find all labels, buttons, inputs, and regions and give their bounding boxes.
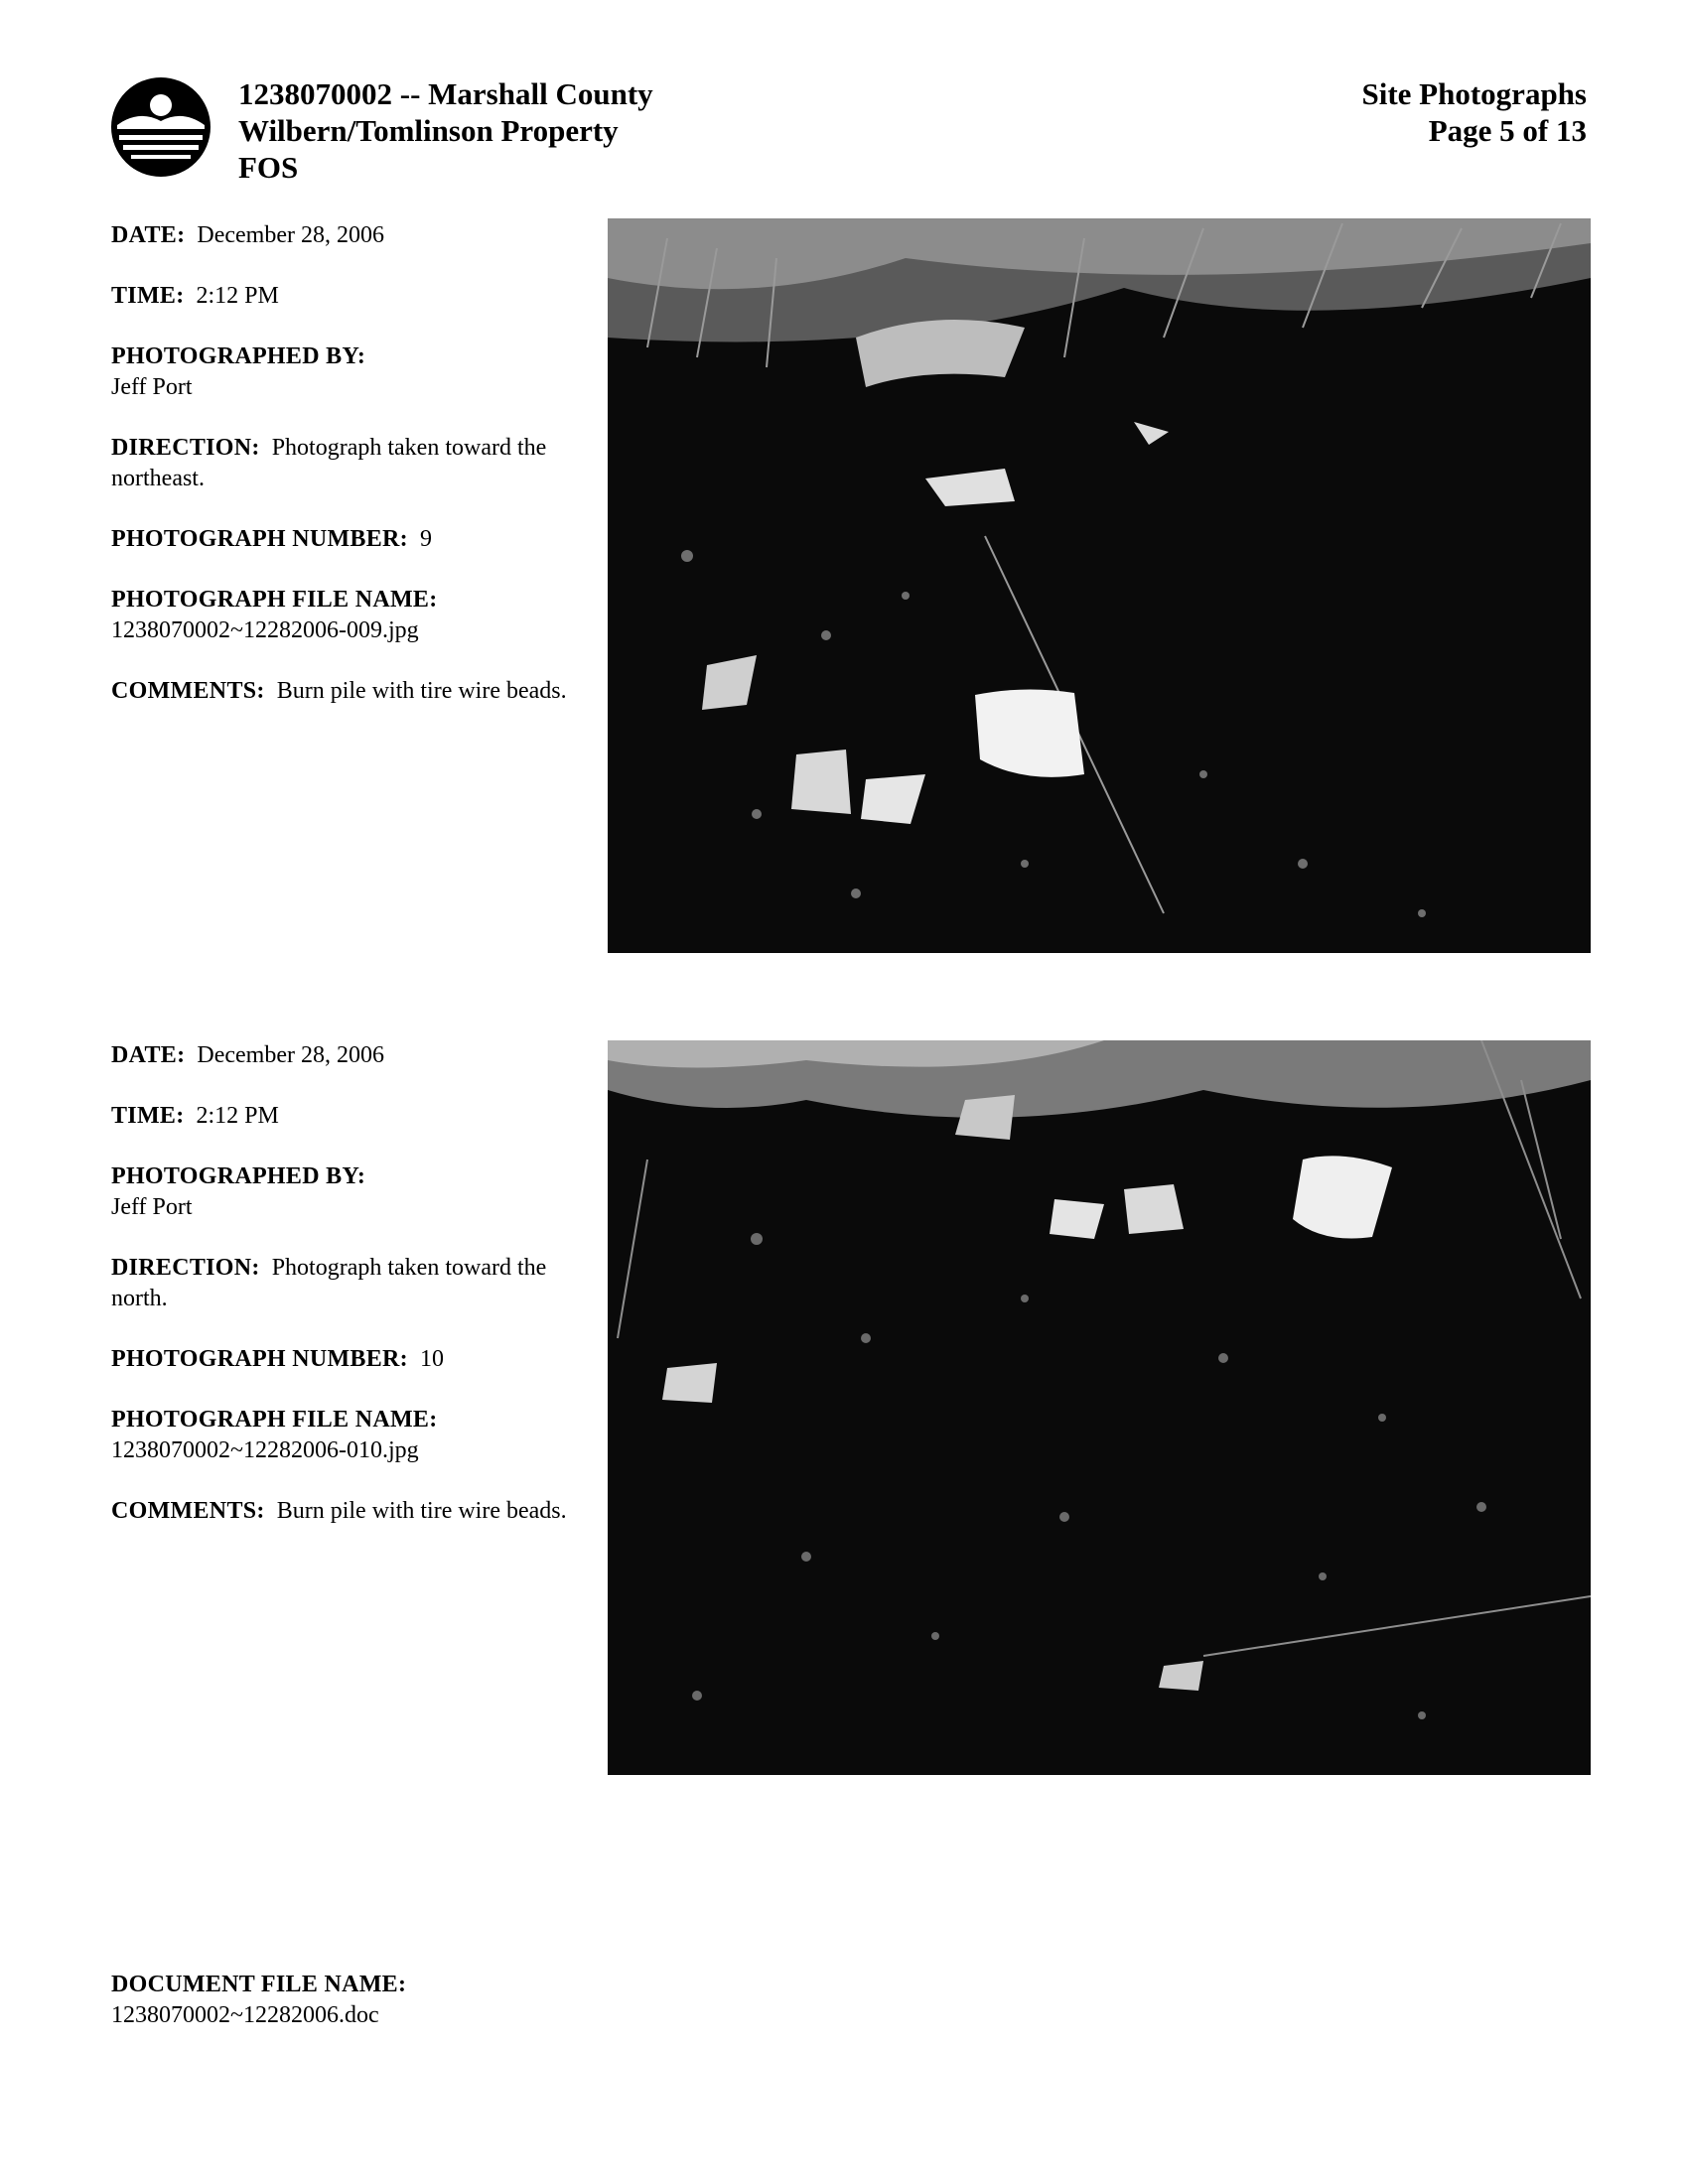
site-photograph-9 [608, 218, 1591, 953]
time-field [111, 1101, 578, 1132]
date-label: DATE: [111, 222, 186, 248]
date-value: December 28, 2006 [197, 222, 384, 248]
file-name-value: 1238070002~12282006-009.jpg [111, 617, 419, 643]
comments-value: Burn pile with tire wire beads. [276, 678, 567, 704]
comments-field [111, 1496, 578, 1527]
document-file-name [111, 1970, 406, 2031]
page-header-right [1362, 75, 1588, 149]
photo-number-value: 9 [419, 526, 432, 552]
file-name-field [111, 585, 578, 646]
comments-label: COMMENTS: [111, 678, 265, 704]
file-name-label: PHOTOGRAPH FILE NAME: [111, 587, 438, 613]
time-value: 2:12 PM [196, 283, 279, 309]
direction-label: DIRECTION: [111, 435, 260, 461]
agency-seal-icon [109, 75, 212, 179]
photographer-field [111, 1161, 578, 1223]
date-field [111, 1040, 578, 1071]
direction-field [111, 433, 578, 494]
site-photograph-10 [608, 1040, 1591, 1775]
photo-number-field [111, 524, 578, 555]
section-title: Site Photographs [1361, 76, 1587, 111]
comments-value: Burn pile with tire wire beads. [276, 1498, 567, 1524]
photographer-label: PHOTOGRAPHED BY: [111, 343, 366, 369]
photo-number-field [111, 1344, 578, 1375]
direction-field [111, 1253, 578, 1314]
photo-number-label: PHOTOGRAPH NUMBER: [111, 526, 408, 552]
photo-number-label: PHOTOGRAPH NUMBER: [111, 1346, 408, 1372]
document-header [238, 75, 653, 186]
time-label: TIME: [111, 283, 185, 309]
file-name-label: PHOTOGRAPH FILE NAME: [111, 1407, 438, 1433]
property-name: Wilbern/Tomlinson Property [238, 113, 619, 148]
file-name-field [111, 1405, 578, 1466]
document-file-name-label: DOCUMENT FILE NAME: [111, 1972, 407, 1997]
site-id-title: 1238070002 -- Marshall County [238, 76, 653, 111]
comments-label: COMMENTS: [111, 1498, 265, 1524]
comments-field [111, 676, 578, 707]
photo-entry-1 [111, 220, 578, 737]
report-type: FOS [238, 150, 299, 185]
date-value: December 28, 2006 [197, 1042, 384, 1068]
photographer-field [111, 341, 578, 403]
document-file-name-value: 1238070002~12282006.doc [111, 2002, 379, 2028]
photographer-value: Jeff Port [111, 374, 193, 400]
direction-value: Photograph taken toward the north. [111, 1255, 547, 1311]
file-name-value: 1238070002~12282006-010.jpg [111, 1437, 419, 1463]
direction-label: DIRECTION: [111, 1255, 260, 1281]
date-label: DATE: [111, 1042, 186, 1068]
photo-number-value: 10 [419, 1346, 444, 1372]
date-field [111, 220, 578, 251]
time-value: 2:12 PM [196, 1103, 279, 1129]
direction-value: Photograph taken toward the northeast. [111, 435, 547, 491]
photo-entry-2 [111, 1040, 578, 1557]
photographer-label: PHOTOGRAPHED BY: [111, 1163, 366, 1189]
photographer-value: Jeff Port [111, 1194, 193, 1220]
time-label: TIME: [111, 1103, 185, 1129]
time-field [111, 281, 578, 312]
page-number: Page 5 of 13 [1428, 113, 1587, 148]
